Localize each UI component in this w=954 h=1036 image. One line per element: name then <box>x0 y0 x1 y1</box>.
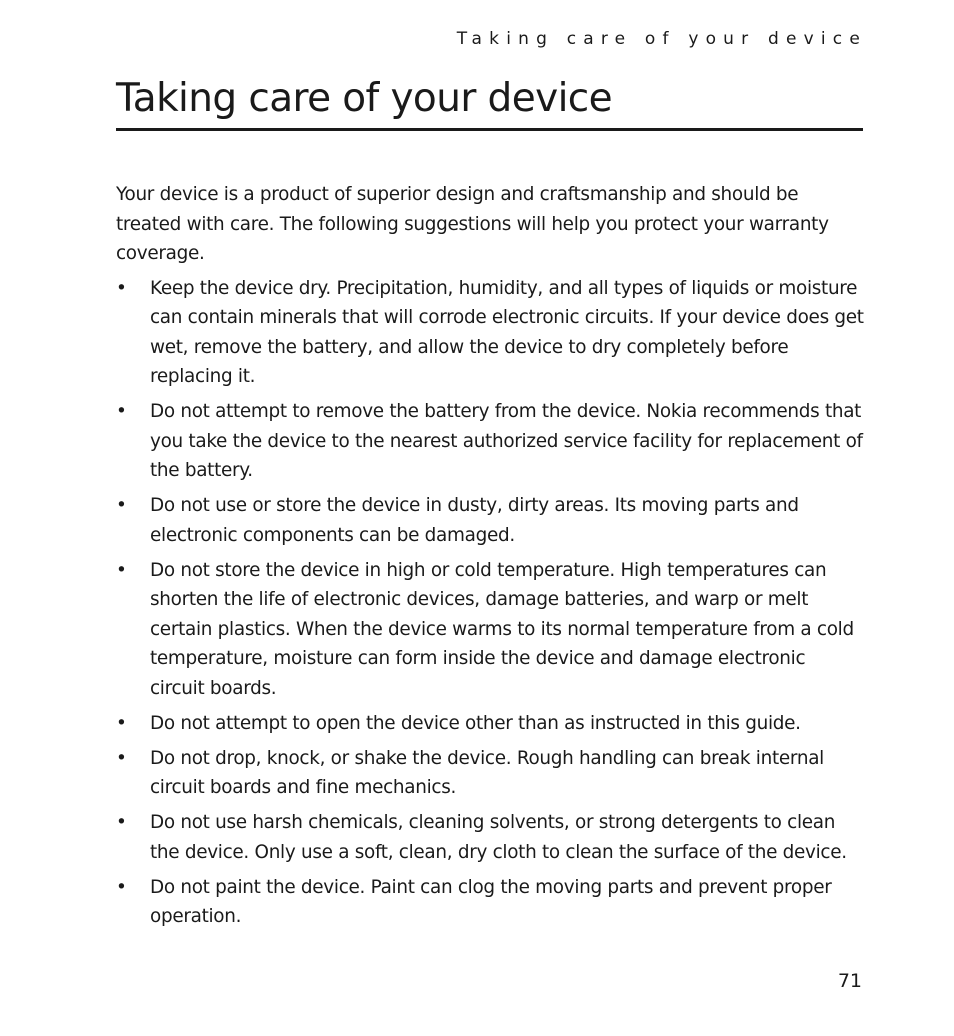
bullet-icon: • <box>116 559 127 581</box>
page-number: 71 <box>837 970 862 992</box>
intro-paragraph: Your device is a product of superior design and craftsmanship and should be treated with care. The following suggestions will help you protect your warranty coverage. <box>116 184 829 264</box>
page-title: Taking care of your device <box>116 76 613 121</box>
list-item <box>116 744 864 803</box>
bullet-icon: • <box>116 277 127 299</box>
list-item <box>116 709 864 739</box>
list-item-text: Do not store the device in high or cold temperature. High temperatures can shorten the life of electronic devices, damage batteries, and warp or melt certain plastics. When the device warms to its normal temperature from a cold temperature, moisture can form inside the device and damage electronic circuit boards. <box>150 559 854 699</box>
title-rule <box>116 128 863 131</box>
list-item <box>116 274 864 392</box>
list-item-text: Keep the device dry. Precipitation, humidity, and all types of liquids or moisture can contain minerals that will corrode electronic circuits. If your device does get wet, remove the battery, and allow the device to dry completely before replacing it. <box>150 277 864 387</box>
list-item <box>116 491 864 550</box>
list-item-text: Do not attempt to open the device other than as instructed in this guide. <box>150 712 801 734</box>
list-item <box>116 397 864 486</box>
list-item-text: Do not drop, knock, or shake the device. Rough handling can break internal circuit boards and fine mechanics. <box>150 747 824 798</box>
bullet-icon: • <box>116 495 127 516</box>
running-header: Taking care of your device <box>456 29 867 49</box>
list-item-text: Do not use harsh chemicals, cleaning solvents, or strong detergents to clean the device. Only use a soft, clean, dry cloth to clean the surface of the device. <box>150 812 847 863</box>
list-item-text: Do not attempt to remove the battery from the device. Nokia recommends that you take the device to the nearest authorized service facility for replacement of the battery. <box>150 401 863 481</box>
list-item <box>116 808 864 867</box>
bullet-icon: • <box>116 876 127 898</box>
bullet-icon: • <box>116 812 127 833</box>
list-item-text: Do not use or store the device in dusty, dirty areas. Its moving parts and electronic components can be damaged. <box>150 495 799 546</box>
page-content <box>116 180 864 937</box>
bullet-icon: • <box>116 401 127 422</box>
list-item <box>116 556 864 704</box>
list-item <box>116 873 864 932</box>
bullet-icon: • <box>116 712 127 734</box>
list-item-text: Do not paint the device. Paint can clog the moving parts and prevent proper operation. <box>150 876 832 927</box>
care-guidelines-list <box>116 274 864 932</box>
bullet-icon: • <box>116 747 127 769</box>
